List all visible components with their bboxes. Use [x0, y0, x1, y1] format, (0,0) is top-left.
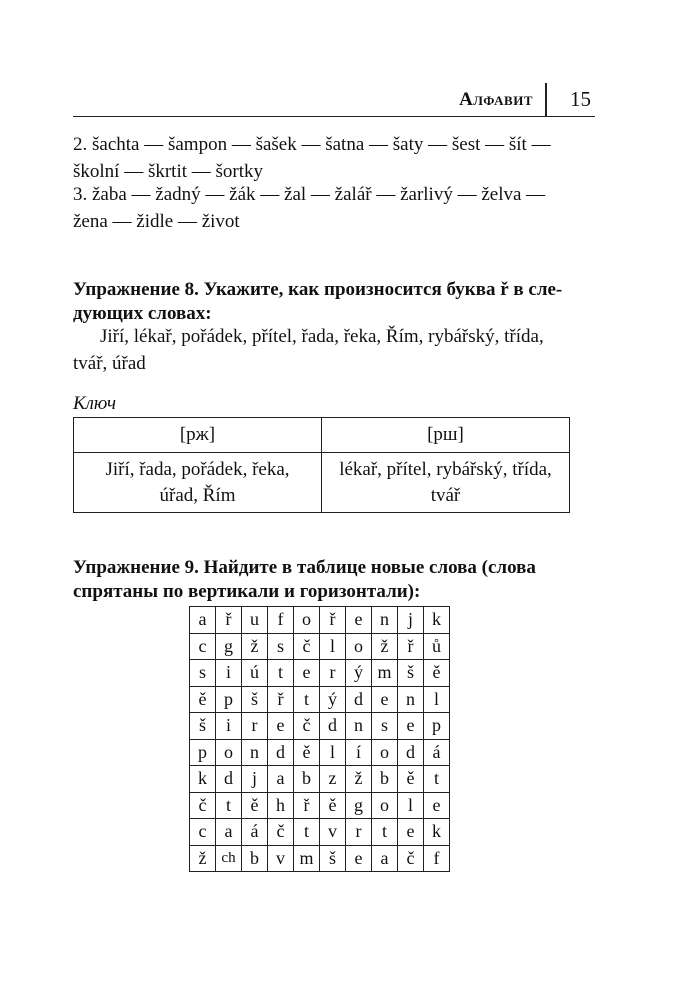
- grid-cell: t: [294, 687, 320, 714]
- grid-cell: ř: [294, 793, 320, 820]
- exercise8-title-cont: дующих словах:: [73, 303, 212, 324]
- grid-cell: d: [320, 713, 346, 740]
- grid-cell: ě: [424, 660, 450, 687]
- exercise8-title: Упражнение 8. Укажите, как произносится буква ř в сле-: [73, 279, 563, 300]
- grid-cell: n: [346, 713, 372, 740]
- grid-cell: j: [242, 766, 268, 793]
- running-header: [73, 86, 595, 117]
- grid-cell: č: [294, 634, 320, 661]
- grid-cell: n: [242, 740, 268, 767]
- grid-cell: t: [216, 793, 242, 820]
- grid-cell: z: [320, 766, 346, 793]
- grid-cell: b: [372, 766, 398, 793]
- key-cell-rzh: [74, 453, 322, 513]
- header-separator: [545, 83, 547, 116]
- grid-cell: í: [346, 740, 372, 767]
- grid-cell: č: [190, 793, 216, 820]
- grid-cell: t: [424, 766, 450, 793]
- grid-cell: č: [268, 819, 294, 846]
- grid-cell: u: [242, 607, 268, 634]
- exercise9-title: Упражнение 9. Найдите в таблице новые слова (слова: [73, 557, 536, 578]
- grid-cell: r: [346, 819, 372, 846]
- grid-cell: e: [398, 713, 424, 740]
- grid-cell: l: [398, 793, 424, 820]
- grid-cell: ý: [346, 660, 372, 687]
- grid-cell: g: [346, 793, 372, 820]
- grid-cell: c: [190, 634, 216, 661]
- key-label: Ключ: [73, 393, 117, 414]
- grid-cell: s: [268, 634, 294, 661]
- grid-cell: h: [268, 793, 294, 820]
- grid-cell: m: [294, 846, 320, 873]
- grid-cell: e: [372, 687, 398, 714]
- grid-cell: r: [242, 713, 268, 740]
- grid-cell: ú: [242, 660, 268, 687]
- grid-cell: o: [216, 740, 242, 767]
- key-header-rzh: [рж]: [74, 418, 322, 453]
- grid-cell: k: [424, 819, 450, 846]
- section-title: Алфавит: [459, 89, 533, 110]
- grid-cell: e: [346, 607, 372, 634]
- grid-cell: l: [320, 634, 346, 661]
- grid-cell: e: [294, 660, 320, 687]
- grid-cell: ř: [268, 687, 294, 714]
- grid-cell: ř: [216, 607, 242, 634]
- exercise8-words-cont: tvář, úřad: [73, 353, 146, 374]
- grid-cell: d: [398, 740, 424, 767]
- grid-cell: p: [424, 713, 450, 740]
- word-list-line: školní — škrtit — šortky: [73, 161, 264, 182]
- grid-cell: a: [216, 819, 242, 846]
- grid-cell: ě: [320, 793, 346, 820]
- grid-cell: p: [190, 740, 216, 767]
- grid-cell: i: [216, 660, 242, 687]
- grid-cell: d: [346, 687, 372, 714]
- grid-cell: p: [216, 687, 242, 714]
- grid-cell: t: [294, 819, 320, 846]
- key-cell-line: tvář: [430, 484, 461, 506]
- word-list-line: 2. šachta — šampon — šašek — šatna — šaty — šest — šít —: [73, 134, 551, 155]
- grid-cell: ě: [398, 766, 424, 793]
- grid-cell: ž: [190, 846, 216, 873]
- exercise8-words: Jiří, lékař, pořádek, přítel, řada, řeka, Řím, rybářský, třída,: [100, 326, 544, 347]
- grid-cell: ž: [242, 634, 268, 661]
- grid-cell: s: [190, 660, 216, 687]
- grid-cell: a: [190, 607, 216, 634]
- grid-cell: k: [190, 766, 216, 793]
- grid-cell: ý: [320, 687, 346, 714]
- grid-cell: ě: [294, 740, 320, 767]
- grid-cell: e: [398, 819, 424, 846]
- grid-cell: ř: [398, 634, 424, 661]
- key-cell-line: lékař, přítel, rybářský, třída,: [339, 458, 552, 480]
- grid-cell: ě: [190, 687, 216, 714]
- word-list-line: žena — židle — život: [73, 211, 240, 232]
- grid-cell: á: [242, 819, 268, 846]
- grid-cell: n: [398, 687, 424, 714]
- grid-cell: ů: [424, 634, 450, 661]
- grid-cell: j: [398, 607, 424, 634]
- grid-cell: a: [268, 766, 294, 793]
- grid-cell: o: [372, 793, 398, 820]
- grid-cell: š: [398, 660, 424, 687]
- grid-cell: l: [424, 687, 450, 714]
- grid-cell: č: [398, 846, 424, 873]
- grid-cell: k: [424, 607, 450, 634]
- grid-cell: č: [294, 713, 320, 740]
- grid-cell: i: [216, 713, 242, 740]
- grid-cell: a: [372, 846, 398, 873]
- word-search-grid: [189, 606, 450, 872]
- grid-cell: š: [242, 687, 268, 714]
- word-list-line: 3. žaba — žadný — žák — žal — žalář — žarlivý — želva —: [73, 184, 546, 205]
- key-cell-rsh: [322, 453, 570, 513]
- grid-cell: ě: [242, 793, 268, 820]
- grid-cell: d: [268, 740, 294, 767]
- grid-cell: c: [190, 819, 216, 846]
- grid-cell: b: [294, 766, 320, 793]
- key-header-rsh: [рш]: [322, 418, 570, 453]
- grid-cell: v: [320, 819, 346, 846]
- grid-cell: á: [424, 740, 450, 767]
- answer-key-table: [73, 417, 570, 513]
- grid-cell: ž: [372, 634, 398, 661]
- grid-cell: ch: [216, 846, 242, 873]
- grid-cell: t: [268, 660, 294, 687]
- key-cell-line: Jiří, řada, pořádek, řeka,: [105, 458, 290, 480]
- grid-cell: o: [294, 607, 320, 634]
- grid-cell: s: [372, 713, 398, 740]
- grid-cell: m: [372, 660, 398, 687]
- grid-cell: f: [268, 607, 294, 634]
- exercise9-title-cont: спрятаны по вертикали и горизонтали):: [73, 581, 421, 602]
- grid-cell: e: [268, 713, 294, 740]
- grid-cell: d: [216, 766, 242, 793]
- grid-cell: o: [346, 634, 372, 661]
- grid-cell: ž: [346, 766, 372, 793]
- key-cell-line: úřad, Řím: [159, 484, 236, 506]
- grid-cell: r: [320, 660, 346, 687]
- grid-cell: e: [346, 846, 372, 873]
- grid-cell: n: [372, 607, 398, 634]
- grid-cell: l: [320, 740, 346, 767]
- grid-cell: f: [424, 846, 450, 873]
- grid-cell: š: [190, 713, 216, 740]
- grid-cell: ř: [320, 607, 346, 634]
- grid-cell: t: [372, 819, 398, 846]
- grid-cell: v: [268, 846, 294, 873]
- grid-cell: e: [424, 793, 450, 820]
- grid-cell: b: [242, 846, 268, 873]
- grid-cell: g: [216, 634, 242, 661]
- grid-cell: š: [320, 846, 346, 873]
- page-number: 15: [570, 87, 591, 111]
- grid-cell: o: [372, 740, 398, 767]
